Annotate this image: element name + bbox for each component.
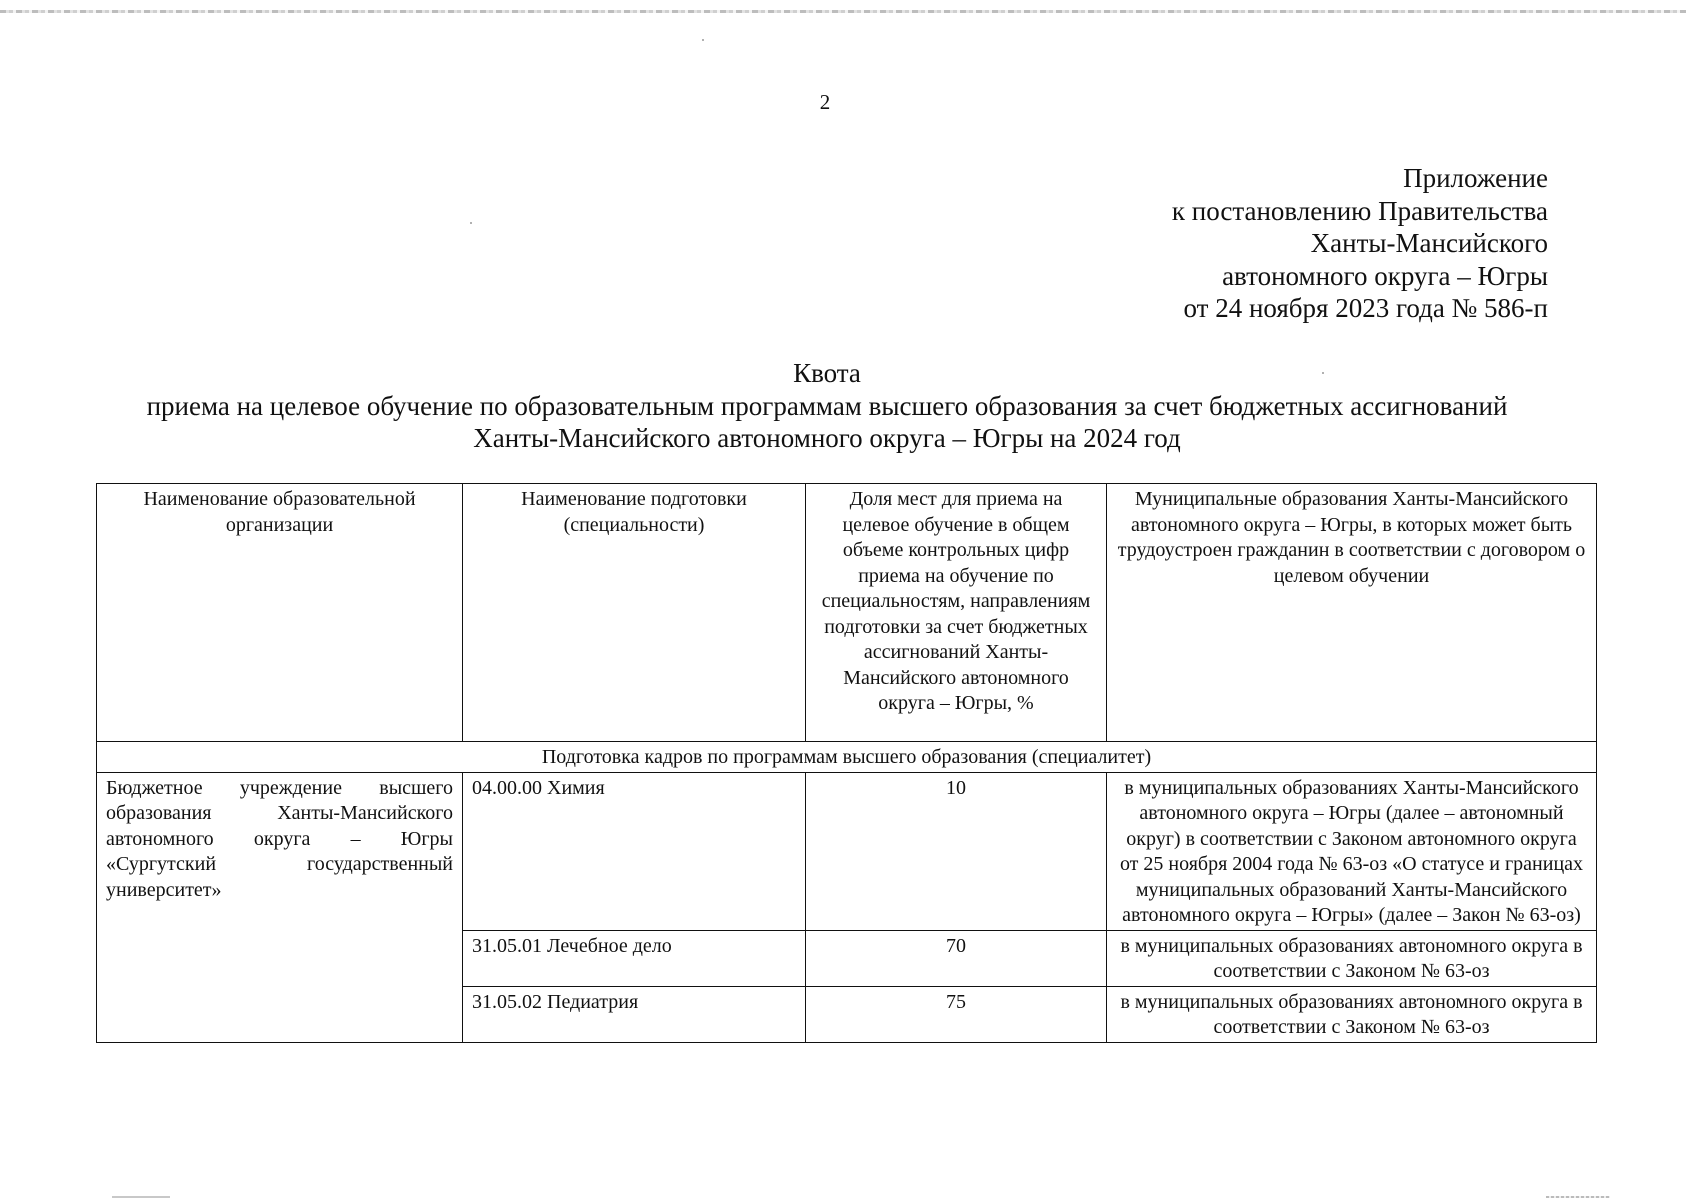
document-title (90, 357, 1564, 455)
section-title: Подготовка кадров по программам высшего образования (специалитет) (97, 742, 1597, 773)
title-line: Ханты-Мансийского автономного округа – Югры на 2024 год (473, 423, 1181, 453)
share-cell: 70 (806, 930, 1107, 986)
municipalities-cell: в муниципальных образованиях автономного округа в соответствии с Законом № 63-оз (1107, 986, 1597, 1042)
page-number: 2 (819, 90, 831, 114)
title-line: приема на целевое обучение по образовательным программам высшего образования за счет бюджетных ассигнований (146, 390, 1508, 421)
share-cell: 10 (806, 772, 1107, 930)
share-cell: 75 (806, 986, 1107, 1042)
header-specialty: Наименование подготовки (специальности) (463, 484, 806, 742)
specialty-cell: 31.05.01 Лечебное дело (463, 930, 806, 986)
title-heading: Квота (793, 358, 861, 388)
header-municipalities: Муниципальные образования Ханты-Мансийского автономного округа – Югры, в которых может быть трудоустроен гражданин в соответствии с договором о целевом обучении (1107, 484, 1597, 742)
appendix-line: к постановлению Правительства (1171, 195, 1548, 226)
specialty-cell: 31.05.02 Педиатрия (463, 986, 806, 1042)
appendix-line: Приложение (1403, 163, 1548, 193)
table-header-row (97, 484, 1597, 742)
municipalities-cell: в муниципальных образованиях автономного округа в соответствии с Законом № 63-оз (1107, 930, 1597, 986)
header-share: Доля мест для приема на целевое обучение в общем объеме контрольных цифр приема на обучение по специальностям, направлениям подготовки за счет бюджетных ассигнований Ханты-Мансийского автономного округа – Югры, % (806, 484, 1107, 742)
appendix-line: Ханты-Мансийского (1310, 228, 1548, 258)
table-row (97, 772, 1597, 930)
scan-speck (702, 39, 704, 41)
section-row (97, 742, 1597, 773)
appendix-line: от 24 ноября 2023 года № 586-п (1183, 293, 1548, 323)
scan-edge-bottom (112, 1196, 170, 1198)
scan-speck (470, 222, 472, 224)
quota-table (96, 483, 1597, 1043)
organization-name: Бюджетное учреждение высшего образования Ханты-Мансийского автономного округа – Югры «Сургутский государственный университет» (97, 772, 463, 1042)
scan-edge-bottom (1546, 1196, 1610, 1198)
header-organization: Наименование образовательной организации (97, 484, 463, 742)
scan-edge-top (0, 10, 1686, 13)
specialty-cell: 04.00.00 Химия (463, 772, 806, 930)
appendix-line: автономного округа – Югры (1222, 260, 1548, 291)
municipalities-cell: в муниципальных образованиях Ханты-Мансийского автономного округа – Югры (далее – автономный округ) в соответствии с Законом автономного округа от 25 ноября 2004 года № 63-оз «О статусе и границах муниципальных образований Ханты-Мансийского автономного округа – Югры» (далее – Закон № 63-оз) (1107, 772, 1597, 930)
appendix-block (1172, 162, 1548, 325)
